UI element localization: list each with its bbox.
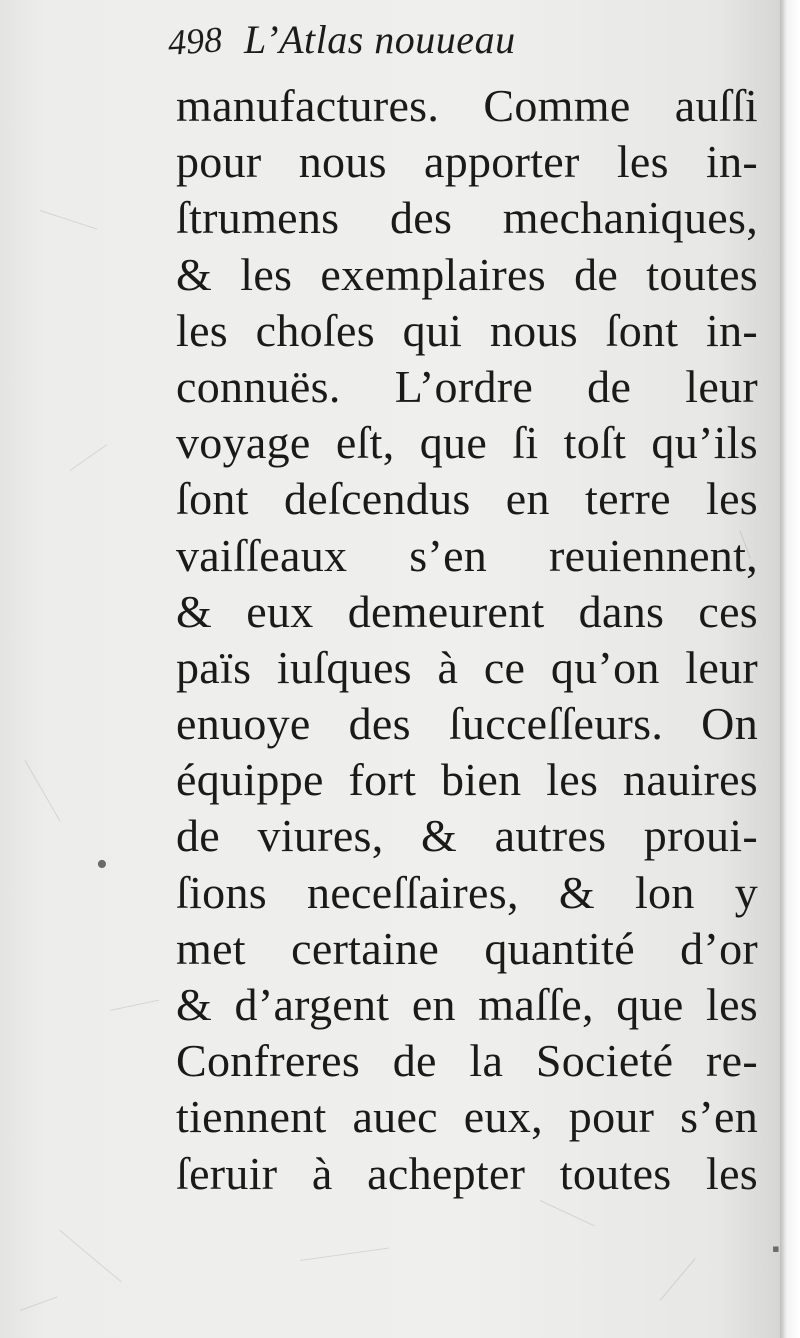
text-line: voyage eſt, que ſi toſt qu’ils [176,417,758,469]
ink-speck: • [96,846,108,883]
text-line: tiennent auec eux, pour s’en [176,1091,758,1143]
text-line: & d’argent en maſſe, que les [176,979,758,1030]
paper-fiber [660,1258,696,1301]
paper-fiber [20,1296,58,1311]
text-line: païs iuſques à ce qu’on leur [176,641,758,693]
paper-fiber [110,1000,159,1011]
paper-fiber [25,760,61,821]
paper-fiber [540,1200,595,1226]
text-line: enuoye des ſucceſſeurs. On [176,698,758,750]
page-header [168,16,516,76]
text-line: met certaine quantité d’or [176,922,758,974]
paper-fiber [300,1247,389,1261]
text-line: ſions neceſſaires, & lon y [176,866,758,918]
text-line: & eux demeurent dans ces [176,585,758,637]
text-line: connuës. L’ordre de leur [176,360,758,412]
page-edge [780,0,800,1338]
text-line: Confreres de la Societé re- [176,1035,758,1087]
text-line: & les exemplaires de toutes [176,248,758,300]
text-line: vaiſſeaux s’en reuiennent, [176,529,758,581]
body-text [176,78,758,1202]
text-line: pour nous apporter les in- [176,136,758,188]
page-number: 498 [166,19,224,63]
text-line: ſeruir à achepter toutes les [176,1147,758,1199]
text-line: ſont deſcendus en terre les [176,473,758,525]
paper-fiber [40,210,97,229]
paper-fiber [70,444,107,471]
text-line: de viures, & autres proui- [176,810,758,862]
text-line: les choſes qui nous ſont in- [176,304,758,356]
ink-speck: ▪ [772,1236,780,1261]
text-line: ſtrumens des mechaniques, [176,192,758,244]
text-line: équippe fort bien les nauires [176,754,758,806]
text-line: manufactures. Comme auſſi [176,80,758,131]
running-title: L’Atlas nouueau [244,17,516,62]
paper-fiber [60,1230,122,1282]
